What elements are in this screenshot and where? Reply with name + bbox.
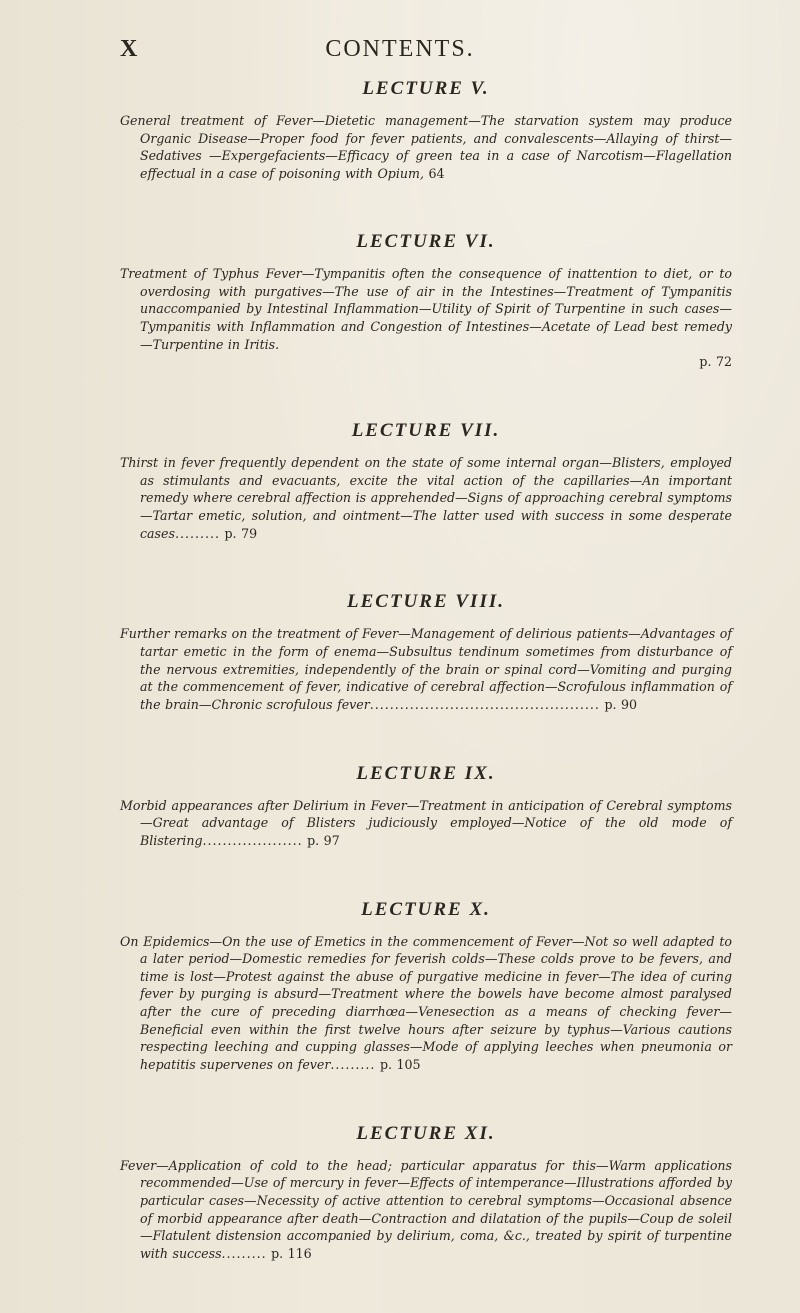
lecture-summary: [120, 625, 732, 713]
lecture-summary: [120, 454, 732, 542]
lecture-title: LECTURE VII.: [351, 420, 501, 442]
lecture-summary: [120, 1157, 732, 1263]
lecture-7: [120, 420, 732, 542]
lecture-6: [120, 231, 732, 371]
lecture-text: General treatment of Fever—Dietetic management—The starvation system may produce Organic Disease—Proper food for fever patients, and convalescents—Allaying of thirst—Sedatives —Expergefacients—Efficacy of green tea in a case of Narcotism—Flagellation effectual in a case of poisoning with Opium,: [120, 113, 732, 181]
lecture-text: On Epidemics—On the use of Emetics in the commencement of Fever—Not so well adapted to a later period—Domestic remedies for feverish colds—These colds prove to be fevers, and time is lost—Protest against the abuse of purgative medicine in fever—The idea of curing fever by purging is absurd—Treatment where the bowels have become almost paralysed after the cure of preceding diarrhœa—Venesection as a means of checking fever—Beneficial even within the first twelve hours after seizure by typhus—Various cautions respecting leeching and cupping glasses—Mode of applying leeches when pneumonia or hepatitis supervenes on fever: [120, 933, 732, 1072]
page-reference: p. 79: [224, 525, 258, 541]
lecture-5: [120, 78, 732, 182]
page-reference: p. 90: [604, 696, 638, 712]
lecture-title: LECTURE XI.: [356, 1122, 496, 1144]
lecture-title: LECTURE VI.: [356, 231, 496, 253]
lecture-title: LECTURE VIII.: [347, 591, 505, 613]
lecture-8: [120, 591, 732, 713]
running-head: [0, 36, 800, 66]
page-reference: 64: [428, 165, 445, 181]
lecture-title: LECTURE IX.: [356, 762, 496, 784]
lecture-summary: [120, 265, 732, 371]
lecture-summary: [120, 112, 732, 182]
page-reference: p. 97: [307, 832, 340, 848]
lecture-title: LECTURE V.: [362, 78, 490, 99]
leader-dots: .........: [174, 525, 220, 541]
lecture-title: LECTURE X.: [361, 898, 491, 920]
leader-dots: .........: [330, 1056, 376, 1072]
lecture-text: Further remarks on the treatment of Fever—Management of delirious patients—Advantages of tartar emetic in the form of enema—Subsultus tendinum sometimes from disturbance of the nervous extremities, independently of the brain or spinal cord—Vomiting and purging at the commencement of fever, indicative of cerebral affection—Scrofulous inflammation of the brain—Chronic scrofulous fever: [120, 626, 732, 712]
lecture-summary: [120, 797, 732, 850]
lecture-text: Morbid appearances after Delirium in Fever—Treatment in anticipation of Cerebral symptoms—Great advantage of Blisters judiciously employed—Notice of the old mode of Blistering: [120, 797, 732, 848]
page-title: CONTENTS.: [325, 36, 475, 62]
lecture-text: Thirst in fever frequently dependent on the state of some internal organ—Blisters, employed as stimulants and evacuants, excite the vital action of the capillaries—An important remedy where cerebral affection is apprehended—Signs of approaching cerebral symptoms—Tartar emetic, solution, and ointment—The latter used with success in some desperate cases: [120, 455, 732, 541]
lecture-summary: [120, 933, 732, 1074]
lecture-text: Treatment of Typhus Fever—Tympanitis often the consequence of inattention to diet, or to overdosing with purgatives—The use of air in the Intestines—Treatment of Tympanitis unaccompanied by Intestinal Inflammation—Utility of Spirit of Turpentine in such cases—Tympanitis with Inflammation and Congestion of Intestines—Acetate of Lead best remedy—Turpentine in Iritis.: [120, 266, 732, 352]
page-reference: p. 116: [271, 1245, 312, 1261]
leader-dots: ....................: [202, 832, 303, 848]
lecture-11: [120, 1123, 732, 1263]
lecture-text: Fever—Application of cold to the head; particular apparatus for this—Warm applications recommended—Use of mercury in fever—Effects of intemperance—Illustrations afforded by particular cases—Necessity of active attention to cerebral symptoms—Occasional absence of morbid appearance after death—Contraction and dilatation of the pupils—Coup de soleil—Flatulent distension accompanied by delirium, coma, &c., treated by spirit of turpentine with success: [120, 1157, 732, 1261]
lecture-10: [120, 899, 732, 1074]
leader-dots: .........: [221, 1245, 267, 1261]
page-reference: p. 105: [379, 1056, 421, 1072]
page-folio: X: [120, 36, 139, 62]
leader-dots: ..............................................: [369, 696, 600, 712]
page-reference: p. 72: [699, 354, 732, 370]
lecture-9: [120, 763, 732, 850]
